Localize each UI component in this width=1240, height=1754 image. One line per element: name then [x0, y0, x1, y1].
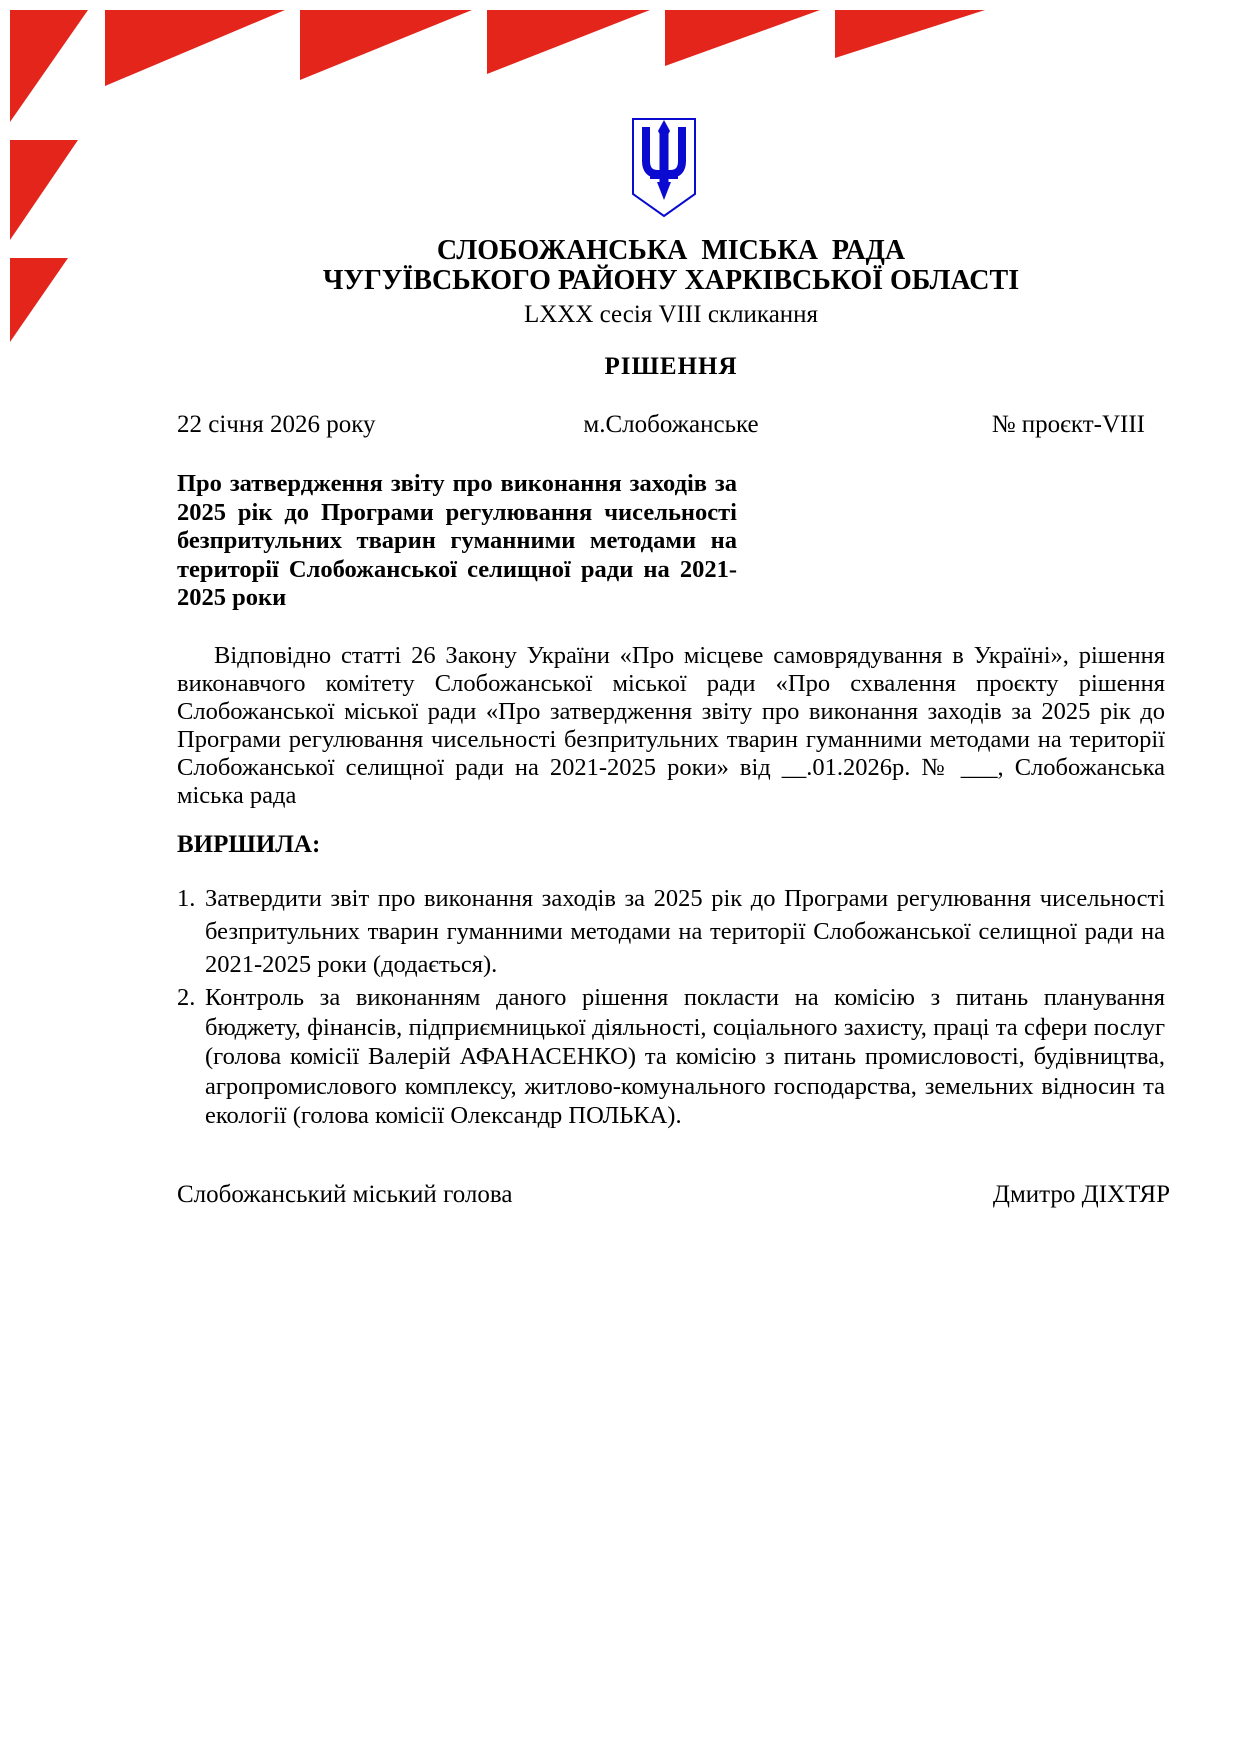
session-line: LXXX сесія VIII скликання [523, 301, 819, 328]
item-2-number: 2. [177, 984, 196, 1011]
list-item-1 [177, 882, 1165, 981]
subject-paragraph: Про затвердження звіту про виконання заходів за 2025 рік до Програми регулювання чисельності безпритульних тварин гуманними методами на території Слобожанської селищної ради на 2021-2025 роки [177, 470, 737, 611]
document-type-title: РІШЕННЯ [604, 353, 738, 380]
org-name-line2: ЧУГУЇВСЬКОГО РАЙОНУ ХАРКІВСЬКОЇ ОБЛАСТІ [322, 265, 1020, 296]
org-name-line1: СЛОБОЖАНСЬКА МІСЬКА РАДА [436, 235, 906, 266]
resolution-word: ВИРШИЛА: [177, 831, 321, 858]
document-header [177, 236, 1165, 328]
signature-name: Дмитро ДІХТЯР [992, 1181, 1170, 1208]
list-item-2 [177, 983, 1165, 1131]
item-1-text: Затвердити звіт про виконання заходів за 2025 рік до Програми регулювання чисельності безпритульних тварин гуманними методами на території Слобожанської селищної ради на 2021-2025 роки (додається). [205, 885, 1165, 978]
place-text: м.Слобожанське [583, 411, 759, 438]
preamble-paragraph: Відповідно статті 26 Закону України «Про місцеве самоврядування в Україні», рішення виконавчого комітету Слобожанської міської ради «Про схвалення проєкту рішення Слобожанської міської ради «Про затвердження звіту про виконання заходів за 2025 рік до Програми регулювання чисельності безпритульних тварин гуманними методами на території Слобожанської селищної ради на 2021-2025 роки» від __.01.2026р. № ___, Слобожанська міська рада [177, 642, 1165, 809]
item-2-text: Контроль за виконанням даного рішення покласти на комісію з питань планування бюджету, фінансів, підприємницької діяльності, соціального захисту, праці та сфери послуг (голова комісії Валерій АФАНАСЕНКО) та комісію з питань промисловості, будівництва, агропромислового комплексу, житлово-комунального господарства, земельних відносин та екології (голова комісії Олександр ПОЛЬКА). [205, 984, 1165, 1129]
tryzub-emblem-icon [629, 116, 699, 220]
item-1-number: 1. [177, 885, 196, 912]
date-text: 22 січня 2026 року [177, 411, 376, 438]
doc-number-text: № проєкт-VIII [991, 411, 1145, 438]
signature-position: Слобожанський міський голова [177, 1181, 513, 1208]
